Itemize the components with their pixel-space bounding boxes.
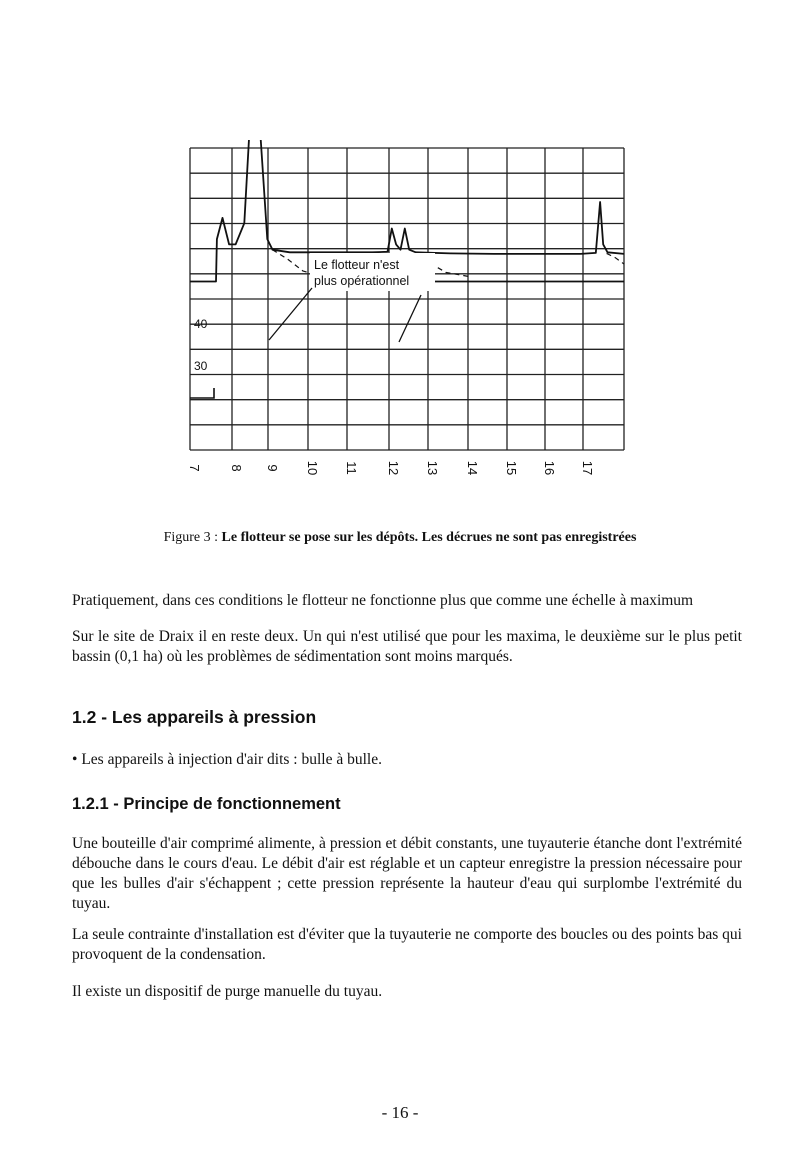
x-tick-label: 7 [187,464,202,472]
paragraph-3: Une bouteille d'air comprimé alimente, à pression et débit constants, une tuyauterie étanche dont l'extrémité débouche dans le cours d'eau. Le débit d'air est réglable et un capteur enregistre la pression nécessaire pour que les bulles d'air s'échappent ; cette pression représente la hauteur d'eau qui surplombe l'extrémité du tuyau. [72,835,742,912]
annotation-text: plus opérationnel [314,274,410,288]
annotation-text: Le flotteur n'est [314,258,400,272]
paragraph-4: La seule contrainte d'installation est d'éviter que la tuyauterie ne comporte des boucles ou des points bas qui provoquent de la condensation. [72,926,742,963]
series-line [607,253,624,264]
annotation-pointer [269,288,312,340]
recorder-chart [180,140,640,500]
bullet-item [72,750,742,770]
bullet-mark: • [72,751,78,768]
x-tick-label: 11 [344,461,359,475]
x-tick-label: 16 [542,460,557,476]
paragraph-5: Il existe un dispositif de purge manuelle du tuyau. [72,983,383,1000]
chart-grid [190,148,624,450]
paragraph-2: Sur le site de Draix il en reste deux. Un qui n'est utilisé que pour les maxima, le deuxième sur le plus petit bassin (0,1 ha) où les problèmes de sédimentation sont moins marqués. [72,628,742,665]
y-axis-labels [190,317,214,398]
x-tick-label: 10 [305,460,320,476]
section-heading-1-2-1: 1.2.1 - Principe de fonctionnement [72,795,341,813]
section-heading-1-2: 1.2 - Les appareils à pression [72,707,317,727]
x-tick-label: 12 [386,460,401,476]
page-number: - 16 - [381,1103,419,1122]
x-tick-label: 15 [504,460,519,476]
caption-label: Figure 3 : [163,530,222,545]
paragraph-1: Pratiquement, dans ces conditions le flotteur ne fonctionne plus que comme une échelle à maximum [72,592,694,609]
annotation-pointer [399,295,421,342]
figure-caption [0,530,800,546]
y-tick-label: 40 [194,317,208,331]
zero-mark [190,388,214,398]
caption-title: Le flotteur se pose sur les dépôts. Les décrues ne sont pas enregistrées [221,530,637,545]
y-tick-label: 30 [194,359,208,373]
x-axis-ticks [187,461,595,475]
bullet-text: Les appareils à injection d'air dits : bulle à bulle. [81,751,382,768]
x-tick-label: 9 [265,464,280,472]
x-tick-label: 8 [229,464,244,472]
x-tick-label: 14 [465,460,480,476]
annotation [269,253,435,342]
x-tick-label: 13 [425,460,440,476]
x-tick-label: 17 [580,460,595,476]
